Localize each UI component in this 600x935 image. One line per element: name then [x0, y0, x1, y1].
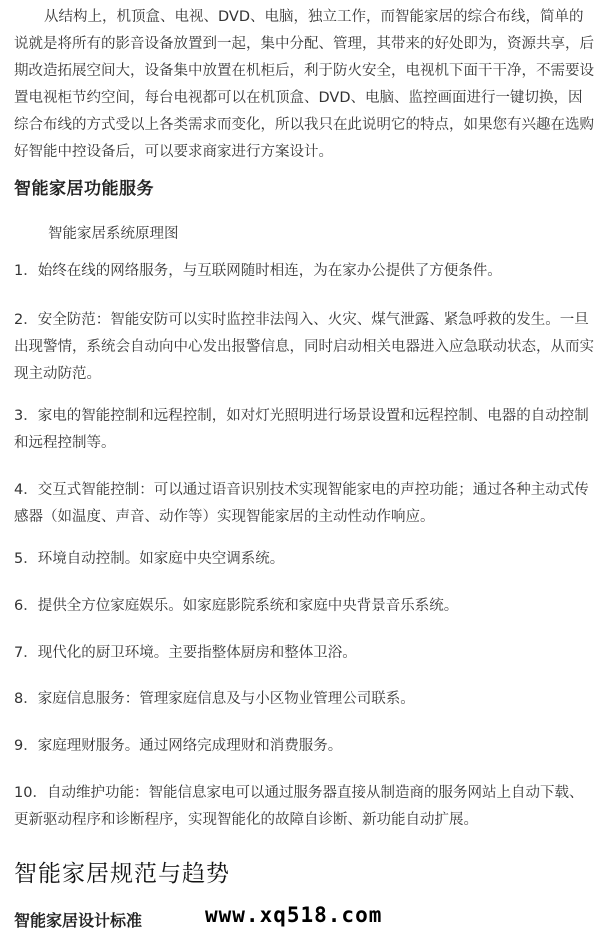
intro-line: 说就是将所有的影音设备放置到一起，集中分配、管理，其带来的好处即为，资源共享，后 — [14, 36, 594, 52]
section-heading-standards-trends: 智能家居规范与趋势 — [14, 861, 230, 887]
list-item — [14, 640, 600, 667]
list-item-line: 1．始终在线的网络服务，与互联网随时相连，为在家办公提供了方便条件。 — [14, 263, 502, 279]
watermark-text: www.xq518.com — [205, 903, 383, 927]
list-item-line: 更新驱动程序和诊断程序，实现智能化的故障自诊断、新功能自动扩展。 — [14, 812, 478, 828]
list-item — [14, 780, 600, 834]
list-item-line: 5．环境自动控制。如家庭中央空调系统。 — [14, 551, 285, 567]
list-item-line: 现主动防范。 — [14, 366, 101, 382]
intro-line: 从结构上，机顶盒、电视、DVD、电脑，独立工作，而智能家居的综合布线，简单的 — [44, 9, 584, 25]
list-item — [14, 733, 600, 760]
list-item-line: 9．家庭理财服务。通过网络完成理财和消费服务。 — [14, 738, 343, 754]
intro-line: 综合布线的方式受以上各类需求而变化，所以我只在此说明它的特点，如果您有兴趣在选购 — [14, 117, 594, 133]
list-item-line: 出现警情，系统会自动向中心发出报警信息，同时启动相关电器进入应急联动状态，从而实 — [14, 339, 594, 355]
list-item — [14, 546, 600, 573]
list-item — [14, 403, 600, 457]
list-item — [14, 686, 600, 713]
intro-line: 好智能中控设备后，可以要求商家进行方案设计。 — [14, 144, 333, 160]
intro-line: 期改造拓展空间大，设备集中放置在机柜后，利于防火安全，电视机下面干干净，不需要设 — [14, 63, 594, 79]
section-heading-function-services: 智能家居功能服务 — [14, 179, 154, 199]
list-item-line: 6．提供全方位家庭娱乐。如家庭影院系统和家庭中央背景音乐系统。 — [14, 598, 459, 614]
list-item-line: 2．安全防范：智能安防可以实时监控非法闯入、火灾、煤气泄露、紧急呼救的发生。一旦 — [14, 312, 589, 328]
list-item — [14, 593, 600, 620]
list-item-line: 10．自动维护功能：智能信息家电可以通过服务器直接从制造商的服务网站上自动下载、 — [14, 785, 584, 801]
intro-line: 置电视柜节约空间，每台电视都可以在机顶盒、DVD、电脑、监控画面进行一键切换，因 — [14, 90, 583, 106]
list-item — [14, 258, 600, 285]
list-item-line: 和远程控制等。 — [14, 435, 116, 451]
list-item-line: 7．现代化的厨卫环境。主要指整体厨房和整体卫浴。 — [14, 645, 357, 661]
subheading-design-standards: 智能家居设计标准 — [14, 911, 143, 930]
list-item-line: 4．交互式智能控制：可以通过语音识别技术实现智能家电的声控功能；通过各种主动式传 — [14, 482, 589, 498]
list-item-line: 8．家庭信息服务：管理家庭信息及与小区物业管理公司联系。 — [14, 691, 415, 707]
list-item-line: 感器（如温度、声音、动作等）实现智能家居的主动性动作响应。 — [14, 509, 435, 525]
list-item — [14, 307, 600, 388]
list-item — [14, 477, 600, 531]
intro-paragraph — [14, 4, 600, 166]
list-item-line: 3．家电的智能控制和远程控制，如对灯光照明进行场景设置和远程控制、电器的自动控制 — [14, 408, 589, 424]
image-caption: 智能家居系统原理图 — [48, 226, 179, 242]
